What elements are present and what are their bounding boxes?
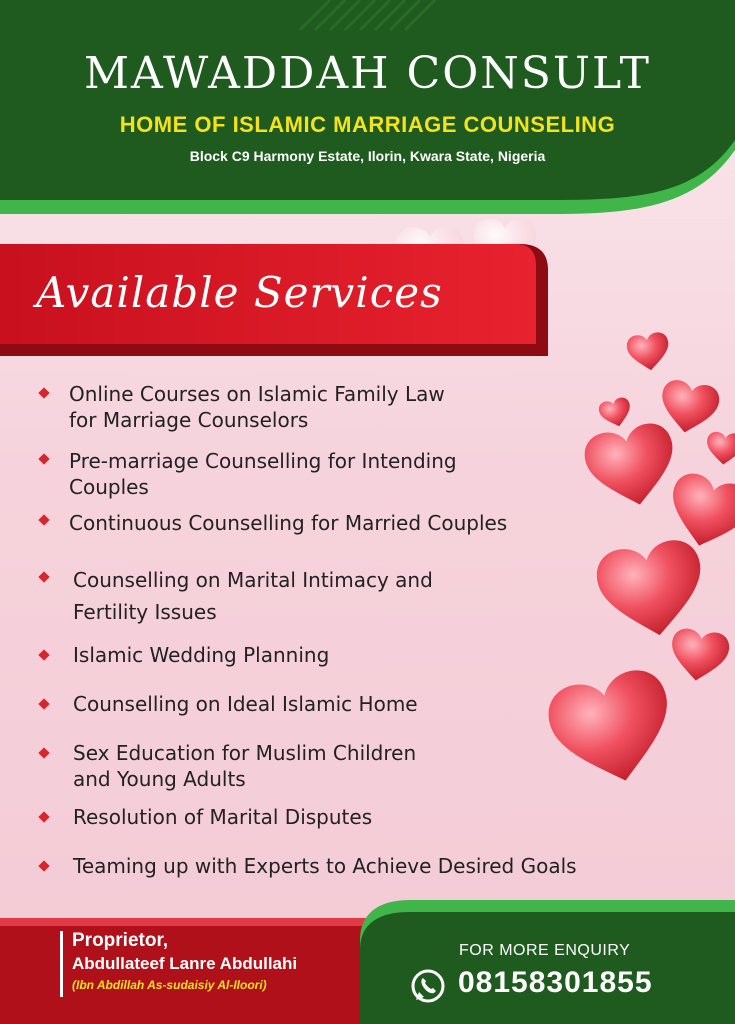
divider — [60, 931, 63, 997]
service-line: Online Courses on Islamic Family Law — [69, 382, 445, 406]
address: Block C9 Harmony Estate, Ilorin, Kwara State, Nigeria — [189, 148, 546, 164]
tagline: HOME OF ISLAMIC MARRIAGE COUNSELING — [119, 112, 616, 137]
brand-title: MAWADDAH CONSULT — [84, 48, 651, 99]
service-line: Fertility Issues — [73, 600, 217, 624]
service-line: and Young Adults — [73, 767, 246, 791]
phone-number[interactable]: 08158301855 — [458, 966, 653, 999]
proprietor-alias: (Ibn Abdillah As-sudaisiy Al-Iloori) — [72, 978, 267, 992]
bullet-icon — [38, 514, 49, 525]
service-item — [69, 381, 445, 433]
service-item — [73, 642, 329, 668]
bullet-icon — [38, 698, 49, 709]
service-line: Islamic Wedding Planning — [73, 643, 330, 667]
contact-panel — [360, 900, 735, 1024]
service-line: Resolution of Marital Disputes — [73, 805, 373, 829]
bullet-icon — [38, 747, 49, 758]
service-item — [69, 510, 507, 536]
proprietor-name: Abdullateef Lanre Abdullahi — [72, 954, 298, 973]
bullet-icon — [38, 571, 49, 582]
bullet-icon — [38, 453, 49, 464]
service-line: Pre-marriage Counselling for Intending — [69, 449, 457, 473]
service-line: Teaming up with Experts to Achieve Desired Goals — [73, 854, 577, 878]
service-line: Couples — [69, 475, 149, 499]
service-item — [69, 448, 457, 500]
service-item — [73, 804, 372, 830]
service-item — [73, 564, 433, 628]
service-item — [73, 853, 577, 879]
bullet-icon — [38, 811, 49, 822]
service-item — [73, 691, 418, 717]
service-line: Counselling on Marital Intimacy and — [73, 568, 433, 592]
service-line: Sex Education for Muslim Children — [73, 741, 417, 765]
services-heading: Available Services — [36, 268, 443, 317]
bullet-icon — [38, 387, 49, 398]
proprietor-label: Proprietor, — [72, 930, 169, 951]
enquiry-label: FOR MORE ENQUIRY — [459, 942, 631, 959]
service-item — [73, 740, 416, 792]
service-line: Continuous Counselling for Married Couples — [69, 511, 508, 535]
whatsapp-icon[interactable] — [410, 968, 446, 1004]
service-line: Counselling on Ideal Islamic Home — [73, 692, 418, 716]
service-line: for Marriage Counselors — [69, 408, 309, 432]
bullet-icon — [38, 860, 49, 871]
bullet-icon — [38, 649, 49, 660]
